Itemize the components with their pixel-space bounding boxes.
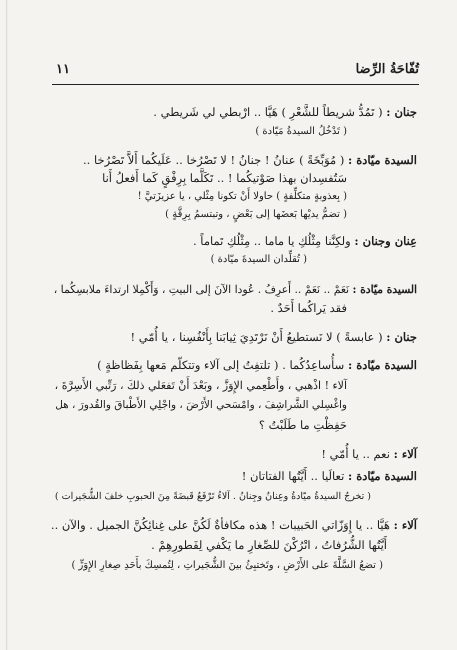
script-line [50,358,417,373]
speaker-name: آلاء : [393,447,417,461]
speaker-name: السيدة ميّادة : [347,469,417,483]
dialogue-text: هَيَّا .. يا إِوَزّاتي الحَبيبات ! هذه مكافأةٌ لَكُنَّ على غِنائِكُنَّ الجميل . والآن .. [50,518,394,532]
dialogue-text: ( عابسةً ) لا نَستطيعُ أَنْ نَرْتَدِيَ ثِيابَنا بِأَنْفُسِنا ، يا أُمّي ! [130,330,387,344]
dialogue-line: واغْسِلي الشَّراشِفَ ، وامْسَحي الأَرْضَ ، واجْلِي الأَطْباقَ والقُدورَ ، هل [55,399,347,411]
dialogue-text: نَعَمْ .. نَعَمْ .. أَعرِفُ . عُودا الآنَ إلى البيتِ ، وَأَكْمِلا ارتداءَ ملابسِكُما ، [53,283,353,296]
dialogue-text: تعالَيا .. أَيَّتُها الفتاتان ! [241,469,348,483]
script-line [50,153,417,168]
script-line [50,469,417,484]
stage-direction: ( تُقلِّدان السيدةَ ميّادة ) [210,254,307,265]
stage-direction: ( بِعذوبةٍ متكلِّفةٍ ) حاولا أَنْ تكونا مِثْلي ، يا عزيزَتيَّ ! [137,191,347,202]
dialogue-text: ولكِنَّنا مِثْلُكِ يا ماما .. مِثْلُكِ تَماماً . [193,234,355,248]
dialogue-text: سأُساعِدُكُما . ( تلتفِتُ إلى آلاء وتتكلّم مَعها بِفَظاظةٍ ) [97,358,348,372]
stage-direction: ( تخرجُ السيدةُ ميّادةُ وعِنانُ وجِنانُ . آلاءُ تَرْفَعُ قَبضَةً مِنَ الحبوبِ خلفَ الشُّجَيرات ) [54,491,371,502]
stage-direction: ( تضمُّ يديْها بَعضَها إلى بَعْضٍ ، وتبتسمُ بِرِقَّةٍ ) [165,209,347,220]
page-spine-shadow [6,0,8,650]
script-line [50,518,417,533]
speaker-name: السيدة ميّادة : [347,153,417,167]
script-line [50,234,417,249]
dialogue-line: فقد يَراكُما أَحَدٌ . [270,301,347,315]
dialogue-line: آلاء ! اذْهبي ، وأَطْعِمي الإِوَزَّ ، وبَعْدَ أَنْ تَفعَلي ذلكَ ، رَتِّبي الأَسِرَّةَ ، [54,379,347,392]
dialogue-text: ( مُوَبِّخَةً ) عنانُ ! جنانُ ! لا تَصْرُخا .. عَلَيكُما أَلاَّ تَصْرُخا .. [83,153,348,167]
dialogue-line: أَيَّتُها الشُّرُفاتُ ، اتْرُكْنَ للصِّغارِ ما يَكْفي لِفَطورِهِمْ . [151,538,387,552]
speaker-name: جنان : [386,105,417,119]
stage-direction: ( تضعُ السَّلَّةَ على الأَرْضِ ، وتَختبِئُ بينَ الشُّجَيراتِ ، لِتُمسِكَ بأَحَدِ صِغارِ الإِوَزِّ ) [71,560,383,571]
speaker-name: السيدة ميّادة : [347,358,417,372]
speaker-name: آلاء : [393,518,417,532]
running-header-title: تُفّاحَةُ الرِّضا [355,62,419,77]
header-rule [52,84,419,85]
script-line [50,330,417,345]
speaker-name: عِنان وجنان : [354,234,417,248]
page-number: ١١ [56,62,70,77]
speaker-name: جنان : [386,330,417,344]
dialogue-line: سَتُفسِدان بهذا صَوْتيكُما ! .. تَكَلَّما بِرِفْقٍ كَما أَفعلُ أَنا [102,171,347,185]
script-line [50,105,417,120]
speaker-name: السيدة ميّادة : [352,283,417,296]
dialogue-line: حَفِظْتِ ما طَلَبْتُ ؟ [258,418,347,432]
dialogue-text: نعم .. يا أُمّي ! [321,447,394,461]
script-line [50,447,417,462]
dialogue-text: ( تَمُدُّ شريطاً للشَّعْرِ ) هَيَّا .. ارْبطي لي شَريطي . [153,105,387,119]
script-line [50,282,417,297]
stage-direction: ( تَدْخُلُ السيدةُ مَيّادة ) [255,126,347,137]
